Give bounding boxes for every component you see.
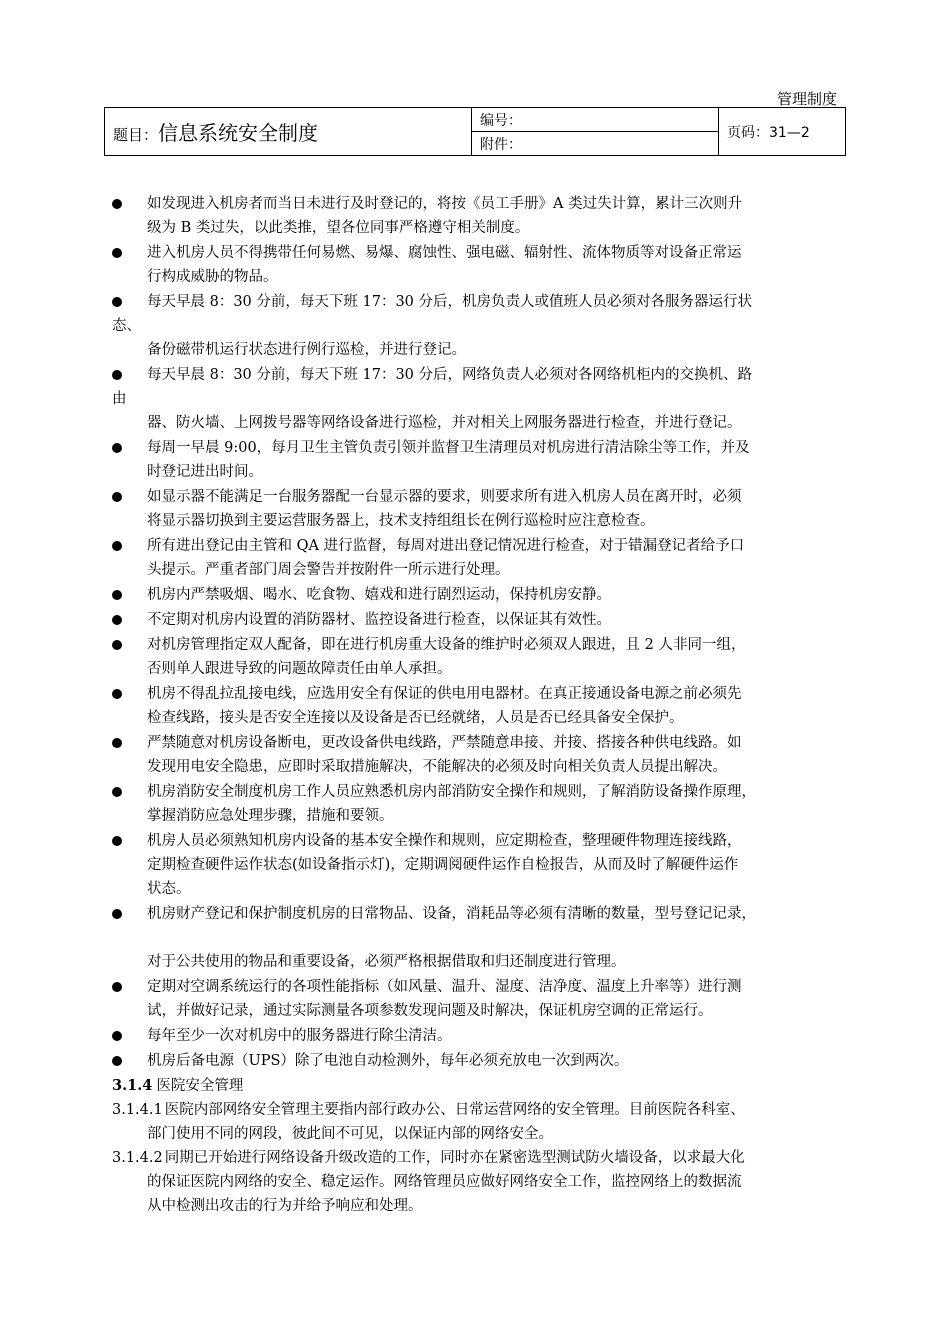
list-item bbox=[112, 780, 852, 828]
list-item-text: 如显示器不能满足一台服务器配一台显示器的要求，则要求所有进入机房人员在离开时，必须 bbox=[147, 489, 742, 505]
paragraph-text: 的保证医院内网络的安全、稳定运作。网络管理员应做好网络安全工作，监控网络上的数据流 bbox=[147, 1174, 742, 1190]
list-item-text: 备份磁带机运行状态进行例行巡检，并进行登记。 bbox=[147, 342, 466, 358]
bullet-dot-icon bbox=[112, 836, 122, 846]
rule-list bbox=[112, 192, 852, 1073]
bullet-dot-icon bbox=[112, 615, 122, 625]
doc-title: 信息系统安全制度 bbox=[158, 121, 319, 145]
list-item bbox=[112, 436, 852, 484]
list-item-text: 对机房管理指定双人配备，即在进行机房重大设备的维护时必须双人跟进，且 2 人非同一组， bbox=[147, 637, 746, 653]
title-cell bbox=[105, 108, 472, 156]
paragraph-number: 3.1.4.2 bbox=[112, 1150, 163, 1166]
list-item-text: 发现用电安全隐患，应即时采取措施解决，不能解决的必须及时向相关负责人员提出解决。 bbox=[147, 759, 727, 775]
section-title: 医院安全管理 bbox=[156, 1078, 244, 1094]
list-item-text: 每年至少一次对机房中的服务器进行除尘清洁。 bbox=[147, 1028, 452, 1044]
bullet-dot-icon bbox=[112, 541, 122, 551]
list-item bbox=[112, 534, 852, 582]
bullet-dot-icon bbox=[112, 492, 122, 502]
list-item-text: 机房后备电源（UPS）除了电池自动检测外，每年必须充放电一次到两次。 bbox=[147, 1053, 629, 1069]
number-cell bbox=[472, 108, 719, 132]
list-item-text: 机房财产登记和保护制度机房的日常物品、设备，消耗品等必须有清晰的数量，型号登记记录， bbox=[147, 906, 756, 922]
list-item-text: 将显示器切换到主要运营服务器上，技术支持组组长在例行巡检时应注意检查。 bbox=[147, 513, 655, 529]
section-number: 3.1.4 bbox=[112, 1077, 153, 1094]
list-item-text: 所有进出登记由主管和 QA 进行监督，每周对进出登记情况进行检查，对于错漏登记者给予口 bbox=[147, 538, 745, 554]
bullet-dot-icon bbox=[112, 787, 122, 797]
bullet-dot-icon bbox=[112, 1056, 122, 1066]
bullet-dot-icon bbox=[112, 297, 122, 307]
list-item-text: 不定期对机房内设置的消防器材、监控设备进行检查，以保证其有效性。 bbox=[147, 612, 611, 628]
list-item-text: 时登记进出时间。 bbox=[147, 464, 263, 480]
bullet-dot-icon bbox=[112, 1031, 122, 1041]
paragraph-number: 3.1.4.1 bbox=[112, 1102, 163, 1118]
list-item bbox=[112, 682, 852, 730]
bullet-dot-icon bbox=[112, 443, 122, 453]
paragraph-text: 医院内部网络安全管理主要指内部行政办公、日常运营网络的安全管理。目前医院各科室、 bbox=[164, 1102, 745, 1118]
list-item-text: 对于公共使用的物品和重要设备，必须严格根据借取和归还制度进行管理。 bbox=[147, 954, 626, 970]
list-item-text: 严禁随意对机房设备断电，更改设备供电线路，严禁随意串接、并接、搭接各种供电线路。如 bbox=[147, 735, 742, 751]
bullet-dot-icon bbox=[112, 640, 122, 650]
paragraph-text: 从中检测出攻击的行为并给予响应和处理。 bbox=[147, 1198, 423, 1214]
attachment-label: 附件： bbox=[480, 136, 522, 153]
doc-category: 管理制度 bbox=[776, 90, 837, 108]
list-item bbox=[112, 1049, 852, 1073]
attachment-cell bbox=[472, 132, 719, 156]
bullet-dot-icon bbox=[112, 370, 122, 380]
list-item-text: 机房不得乱拉乱接电线，应选用安全有保证的供电用电器材。在真正接通设备电源之前必须先 bbox=[147, 686, 742, 702]
section-paragraph bbox=[112, 1098, 852, 1146]
list-item-text: 态、 bbox=[112, 318, 141, 334]
list-item bbox=[112, 241, 852, 289]
page-cell bbox=[719, 108, 846, 156]
list-item-text: 级为 B 类过失，以此类推，望各位同事严格遵守相关制度。 bbox=[147, 220, 530, 236]
bullet-dot-icon bbox=[112, 590, 122, 600]
list-item bbox=[112, 633, 852, 681]
list-item-text: 每周一早晨 9:00，每月卫生主管负责引领并监督卫生清理员对机房进行清洁除尘等工作，并及 bbox=[147, 440, 750, 456]
list-item-text: 如发现进入机房者而当日未进行及时登记的，将按《员工手册》A 类过失计算，累计三次则升 bbox=[147, 196, 743, 212]
list-item-text: 进入机房人员不得携带任何易燃、易爆、腐蚀性、强电磁、辐射性、流体物质等对设备正常运 bbox=[147, 245, 742, 261]
list-item bbox=[112, 583, 852, 607]
list-item bbox=[112, 731, 852, 779]
list-item-text: 定期对空调系统运行的各项性能指标（如风量、温升、湿度、洁净度、温度上升率等）进行测 bbox=[147, 979, 742, 995]
list-item-text: 定期检查硬件运作状态(如设备指示灯)，定期调阅硬件运作自检报告，从而及时了解硬件运作 bbox=[147, 857, 739, 873]
list-item bbox=[112, 192, 852, 240]
list-item bbox=[112, 975, 852, 1023]
document-body bbox=[112, 192, 852, 1218]
number-label: 编号： bbox=[480, 112, 522, 129]
list-item-text: 器、防火墙、上网拨号器等网络设备进行巡检，并对相关上网服务器进行检查，并进行登记。 bbox=[147, 415, 742, 431]
bullet-dot-icon bbox=[112, 982, 122, 992]
list-item bbox=[112, 290, 852, 362]
list-item-text: 每天早晨 8：30 分前，每天下班 17：30 分后，机房负责人或值班人员必须对各服务器运行状 bbox=[147, 294, 753, 310]
section-heading bbox=[112, 1074, 852, 1098]
section-paragraph bbox=[112, 1146, 852, 1218]
list-item bbox=[112, 608, 852, 632]
bullet-dot-icon bbox=[112, 689, 122, 699]
list-item bbox=[112, 485, 852, 533]
list-item-text: 机房人员必须熟知机房内设备的基本安全操作和规则，应定期检查，整理硬件物理连接线路， bbox=[147, 833, 742, 849]
list-item-text: 头提示。严重者部门周会警告并按附件一所示进行处理。 bbox=[147, 562, 510, 578]
list-item-text: 检查线路，接头是否安全连接以及设备是否已经就绪，人员是否已经具备安全保护。 bbox=[147, 710, 684, 726]
title-label: 题目： bbox=[113, 126, 159, 144]
page-label: 页码：31—2 bbox=[727, 124, 810, 141]
list-item-text: 由 bbox=[112, 391, 127, 407]
list-item-text: 每天早晨 8：30 分前，每天下班 17：30 分后，网络负责人必须对各网络机柜内的交换机、路 bbox=[147, 367, 753, 383]
paragraph-text: 部门使用不同的网段，彼此间不可见，以保证内部的网络安全。 bbox=[147, 1126, 553, 1142]
paragraph-text: 同期已开始进行网络设备升级改造的工作，同时亦在紧密选型测试防火墙设备，以求最大化 bbox=[164, 1150, 745, 1166]
bullet-dot-icon bbox=[112, 199, 122, 209]
list-item-text: 机房内严禁吸烟、喝水、吃食物、嬉戏和进行剧烈运动，保持机房安静。 bbox=[147, 587, 611, 603]
section-paragraphs bbox=[112, 1098, 852, 1218]
bullet-dot-icon bbox=[112, 738, 122, 748]
header-table bbox=[104, 107, 846, 156]
list-item-text: 掌握消防应急处理步骤，措施和要领。 bbox=[147, 808, 394, 824]
list-item-text: 机房消防安全制度机房工作人员应熟悉机房内部消防安全操作和规则，了解消防设备操作原理， bbox=[147, 784, 756, 800]
list-item bbox=[112, 902, 852, 974]
list-item-text: 状态。 bbox=[147, 881, 191, 897]
list-item bbox=[112, 363, 852, 435]
list-item-text: 试，并做好记录，通过实际测量各项参数发现问题及时解决，保证机房空调的正常运行。 bbox=[147, 1003, 713, 1019]
list-item bbox=[112, 1024, 852, 1048]
bullet-dot-icon bbox=[112, 248, 122, 258]
bullet-dot-icon bbox=[112, 909, 122, 919]
list-item-text: 行构成威胁的物品。 bbox=[147, 269, 278, 285]
list-item-text: 否则单人跟进导致的问题故障责任由单人承担。 bbox=[147, 661, 452, 677]
list-item bbox=[112, 829, 852, 901]
